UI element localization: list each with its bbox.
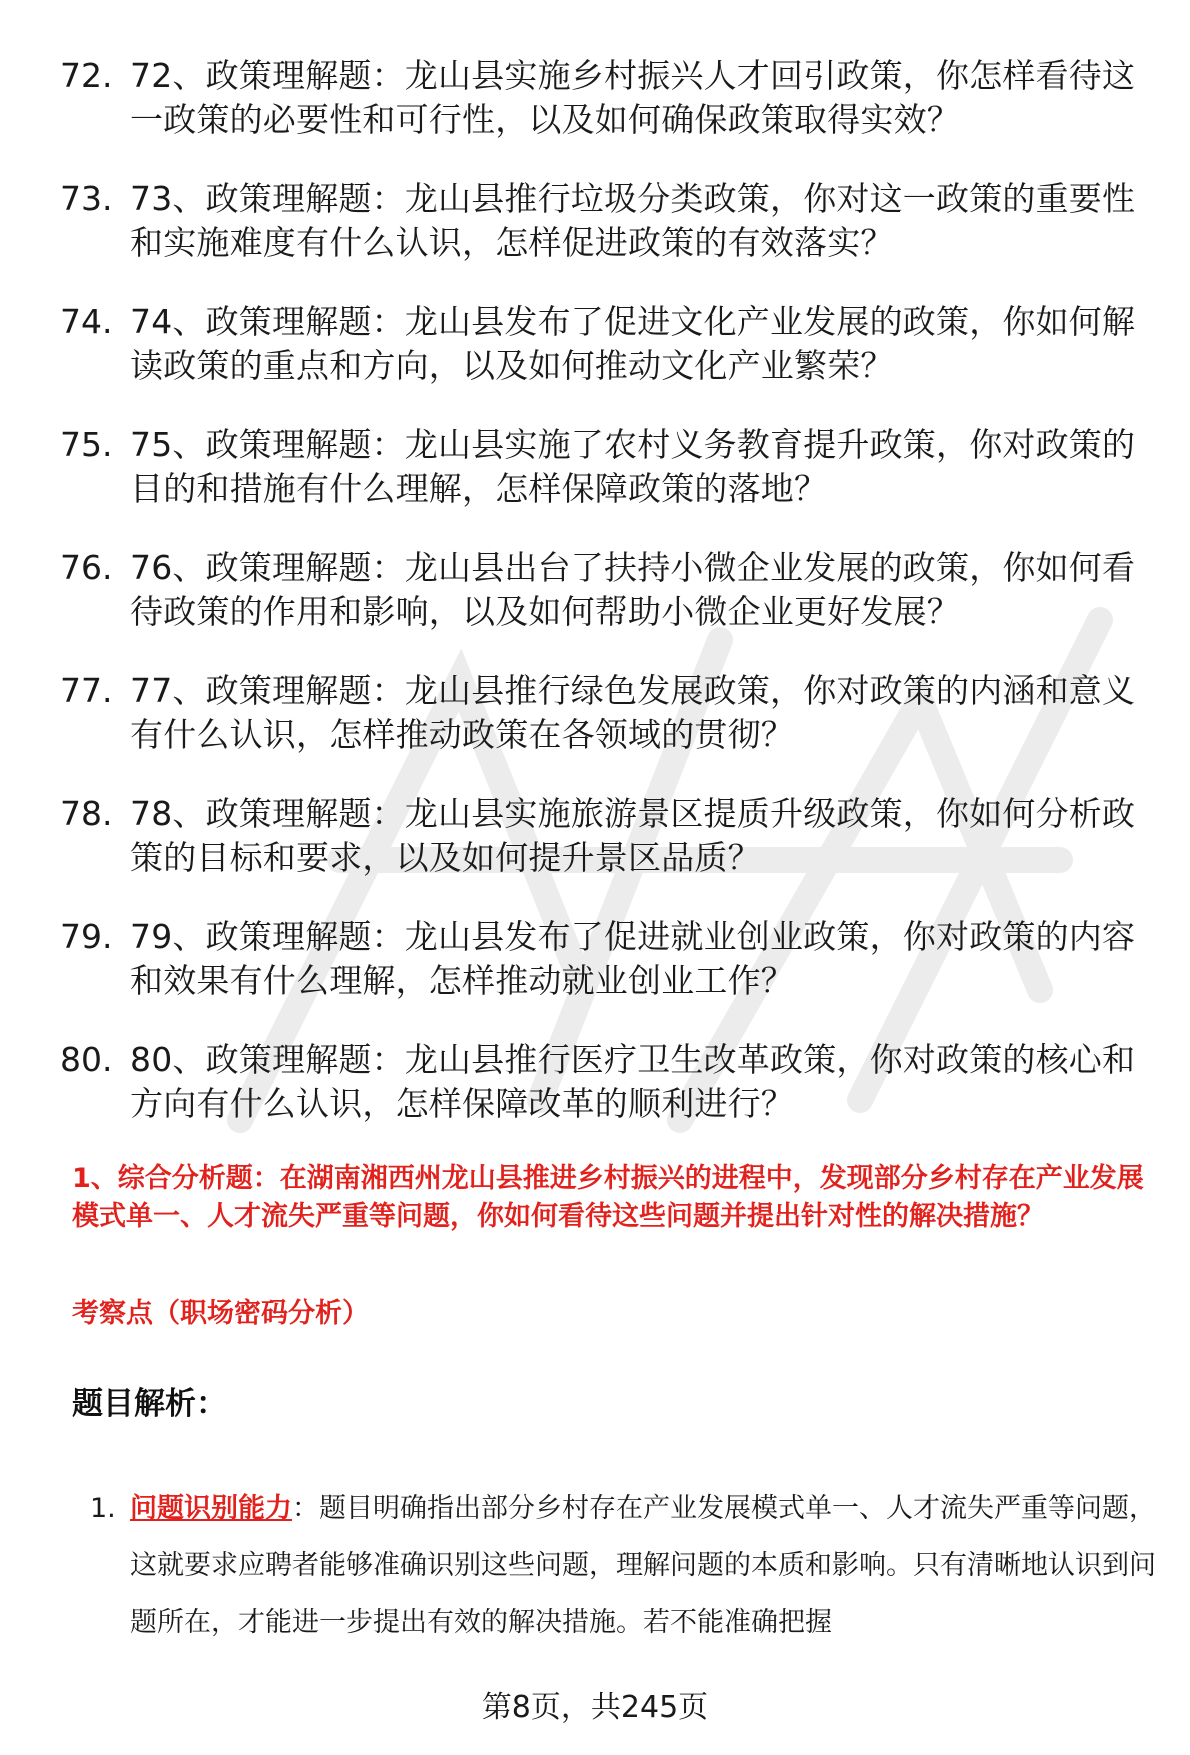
question-text: 74、政策理解题：龙山县发布了促进文化产业发展的政策，你如何解读政策的重点和方向，以及如何推动文化产业繁荣？ [130,302,1136,385]
question-number: 78. [60,794,113,833]
question-number: 79. [60,917,113,956]
question-item [0,54,1190,177]
question-text: 78、政策理解题：龙山县实施旅游景区提质升级政策，你如何分析政策的目标和要求，以及如何提升景区品质？ [130,794,1136,877]
question-item [0,423,1190,546]
question-number: 76. [60,548,113,587]
question-number: 72. [60,56,113,95]
analysis-point-number: 1. [90,1493,116,1524]
question-item [0,546,1190,669]
question-text: 73、政策理解题：龙山县推行垃圾分类政策，你对这一政策的重要性和实施难度有什么认识，怎样促进政策的有效落实？ [130,179,1136,262]
question-item [0,915,1190,1038]
case-question: 1、综合分析题：在湖南湘西州龙山县推进乡村振兴的进程中，发现部分乡村存在产业发展模式单一、人才流失严重等问题，你如何看待这些问题并提出针对性的解决措施？ [72,1163,1144,1232]
question-text: 76、政策理解题：龙山县出台了扶持小微企业发展的政策，你如何看待政策的作用和影响，以及如何帮助小微企业更好发展？ [130,548,1136,631]
question-number: 73. [60,179,113,218]
analysis-title: 题目解析： [72,1386,227,1422]
question-item [0,1038,1190,1161]
question-number: 75. [60,425,113,464]
kaochadian-heading: 考察点（职场密码分析） [72,1298,369,1329]
question-item [0,669,1190,792]
question-text: 75、政策理解题：龙山县实施了农村义务教育提升政策，你对政策的目的和措施有什么理解，怎样保障政策的落地？ [130,425,1136,508]
question-number: 77. [60,671,113,710]
analysis-point-text: ：题目明确指出部分乡村存在产业发展模式单一、人才流失严重等问题，这就要求应聘者能够准确识别这些问题，理解问题的本质和影响。只有清晰地认识到问题所在，才能进一步提出有效的解决措施。若不能准确把握 [130,1493,1156,1638]
question-text: 80、政策理解题：龙山县推行医疗卫生改革政策，你对政策的核心和方向有什么认识，怎样保障改革的顺利进行？ [130,1040,1136,1123]
question-list [0,54,1190,1161]
analysis-point-highlight: 问题识别能力 [130,1493,292,1524]
analysis-point-body [130,1480,1170,1651]
question-item [0,300,1190,423]
question-number: 74. [60,302,113,341]
question-text: 79、政策理解题：龙山县发布了促进就业创业政策，你对政策的内容和效果有什么理解，怎样推动就业创业工作？ [130,917,1136,1000]
question-text: 77、政策理解题：龙山县推行绿色发展政策，你对政策的内涵和意义有什么认识，怎样推动政策在各领域的贯彻？ [130,671,1136,754]
question-text: 72、政策理解题：龙山县实施乡村振兴人才回引政策，你怎样看待这一政策的必要性和可行性，以及如何确保政策取得实效？ [130,56,1136,139]
question-number: 80. [60,1040,113,1079]
page-footer: 第8页，共245页 [481,1690,709,1725]
question-item [0,792,1190,915]
question-item [0,177,1190,300]
